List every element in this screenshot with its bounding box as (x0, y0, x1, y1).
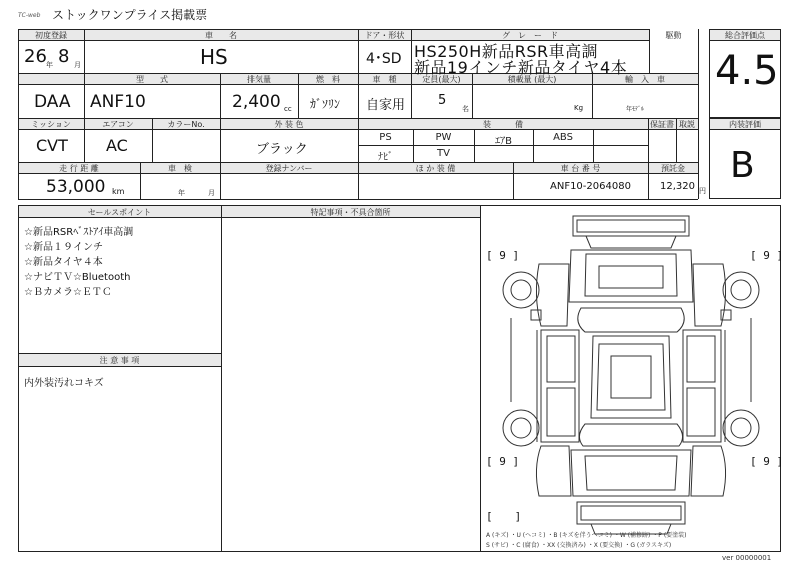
car-type-value: 自家用 (366, 98, 406, 113)
model-code: ANF10 (90, 92, 146, 112)
interior-rating-value: B (730, 145, 755, 186)
mileage-value: 53,000 (46, 177, 106, 197)
grade-label: グ レ ー ド (502, 31, 558, 40)
wheel-rear-left (503, 410, 539, 446)
car-name-value: HS (200, 45, 228, 69)
reg-month: 8 (58, 46, 70, 67)
tire-rear-right: [ 9 ] (750, 455, 784, 468)
tire-rear-left: [ 9 ] (486, 455, 520, 468)
aircon-label: エアコン (102, 120, 134, 129)
import-label: 輸 入 車 (625, 75, 665, 84)
rear-bumper-outline (577, 502, 685, 524)
mileage-unit: km (112, 187, 125, 196)
exterior-color-label: 外 装 色 (274, 120, 304, 129)
equipment-tv: TV (437, 148, 450, 159)
deposit-label: 預託金 (661, 164, 685, 173)
other-equipment-label: ほ か 装 備 (415, 164, 456, 173)
rear-window-outline (579, 424, 682, 446)
sales-points-label: セールスポイント (87, 208, 152, 217)
sales-point-2: ☆新品１９インチ (24, 242, 103, 253)
grade-line2: 新品19インチ新品タイヤ4本 (414, 58, 628, 77)
reg-month-unit: 月 (74, 61, 81, 69)
mileage-label: 走 行 距 離 (59, 164, 99, 173)
sales-point-1: ☆新品RSRﾍﾞｽﾄｱｲ車高調 (24, 227, 134, 238)
mission-label: ミッション (31, 120, 71, 129)
equipment-abs: ABS (553, 132, 573, 143)
aircon-value: AC (106, 136, 128, 155)
inspection-label: 車 検 (168, 164, 192, 173)
sales-point-4: ☆ナビＴＶ☆Bluetooth (24, 272, 131, 283)
car-type-label: 車 種 (372, 75, 397, 84)
note-1: 内外装汚れコキズ (24, 378, 104, 389)
page-title: ストックワンプライス掲載票 (52, 8, 208, 22)
car-name-label: 車 名 (205, 31, 237, 40)
equipment-pw: PW (435, 132, 452, 143)
first-registration-label: 初度登録 (35, 31, 67, 40)
model-label: 型 式 (136, 75, 168, 84)
sales-point-3: ☆新品タイヤ４本 (24, 257, 103, 268)
special-notes-label: 特記事項・不具合箇所 (310, 208, 391, 217)
trunk-outline (571, 450, 691, 496)
wheel-rear-right (723, 410, 759, 446)
reg-number-label: 登録ナンバー (265, 164, 313, 173)
tire-front-right: [ 9 ] (750, 249, 784, 262)
warranty-label: 保証書 (650, 120, 674, 129)
drive-label: 駆動 (665, 31, 682, 40)
legend-line-2: S (サビ) ・C (腐食) ・XX (交換済み) ・X (要交換) ・G (ガラスキズ) (486, 542, 672, 549)
exterior-color-value: ブラック (256, 142, 308, 157)
rear-left-fender (536, 446, 571, 496)
equipment-airbag: ｴｱB (495, 136, 512, 147)
model-prefix: DAA (34, 92, 71, 112)
model-year-unit: 年ﾓﾃﾞﾙ (626, 106, 645, 113)
rear-right-fender (691, 446, 726, 496)
door-body-value: 4･SD (366, 51, 402, 67)
deposit-value: 12,320 (660, 181, 695, 192)
fuel-value: ｶﾞｿﾘﾝ (310, 97, 341, 111)
roof-outline (591, 336, 671, 418)
interior-rating-label: 内装評価 (729, 120, 761, 129)
grade-line1: HS250H新品RSR車高調 (414, 42, 599, 61)
overall-rating-label: 総合評価点 (725, 31, 765, 40)
notes-label: 注 意 事 項 (99, 356, 140, 365)
chassis-number-value: ANF10-2064080 (550, 181, 631, 192)
wheel-front-left (503, 272, 539, 308)
door-body-label: ドア・形状 (364, 31, 405, 40)
wheel-front-right (723, 272, 759, 308)
sales-point-5: ☆Ｂカメラ☆ＥＴＣ (24, 287, 112, 298)
tire-front-left: [ 9 ] (486, 249, 520, 262)
displacement-unit: cc (284, 105, 292, 113)
capacity-unit: 名 (462, 105, 469, 113)
spare-tire: [ ] (486, 510, 522, 523)
equipment-label: 装 備 (483, 120, 523, 129)
load-unit: Kg (574, 104, 584, 112)
reg-year: 26 (24, 46, 47, 67)
displacement-label: 排気量 (247, 75, 271, 84)
reg-year-unit: 年 (46, 61, 53, 69)
inspection-month-unit: 月 (208, 189, 215, 197)
fuel-label: 燃 料 (316, 75, 340, 84)
capacity-label: 定員(最大) (422, 75, 461, 84)
logo: TC-web (18, 12, 41, 19)
manual-label: 取説 (679, 120, 695, 129)
inspection-year-unit: 年 (178, 189, 185, 197)
hood-outline (569, 250, 693, 302)
color-no-label: カラーNo. (167, 120, 205, 129)
displacement-value: 2,400 (232, 92, 281, 112)
chassis-number-label: 車 台 番 号 (560, 164, 601, 173)
equipment-ps: PS (379, 132, 392, 143)
front-bumper-outline (573, 216, 689, 236)
legend-line-1: A (キズ) ・U (ヘコミ) ・B (キズを伴うヘコミ) ・W (補修跡) ・P (要塗装) (486, 532, 687, 539)
version-label: ver 00000001 (722, 554, 772, 562)
capacity-value: 5 (438, 93, 447, 108)
overall-rating-value: 4.5 (715, 48, 779, 94)
load-label: 積載量 (最大) (507, 75, 557, 84)
deposit-unit: 円 (699, 187, 706, 195)
transmission-value: CVT (36, 136, 68, 155)
car-damage-diagram (481, 206, 780, 551)
windshield-outline (578, 308, 684, 332)
equipment-navi: ﾅﾋﾞ (378, 152, 393, 163)
